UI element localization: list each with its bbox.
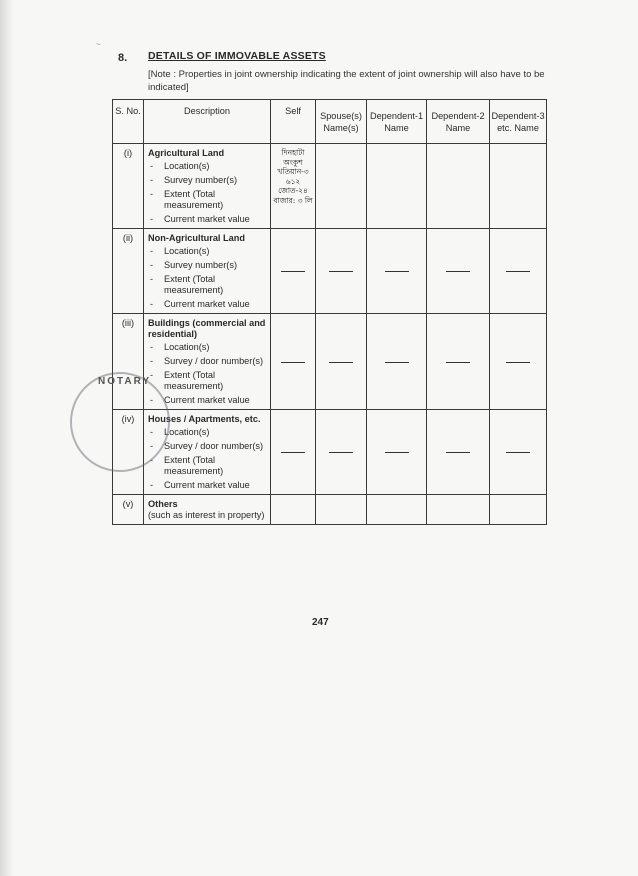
dash-mark	[446, 271, 470, 272]
dash-mark	[446, 452, 470, 453]
section-title: DETAILS OF IMMOVABLE ASSETS	[148, 50, 326, 62]
dash-mark	[329, 271, 353, 272]
dash-mark	[329, 362, 353, 363]
dependent-2-cell	[427, 495, 490, 525]
dependent-2-cell	[427, 229, 490, 314]
dash-mark	[506, 362, 530, 363]
table-row	[113, 314, 547, 410]
scan-edge-shadow	[0, 0, 14, 876]
spouse-cell	[316, 495, 367, 525]
spouse-cell	[316, 229, 367, 314]
row-description	[144, 495, 271, 525]
dash-mark	[385, 452, 409, 453]
table-row	[113, 144, 547, 229]
spouse-cell	[316, 144, 367, 229]
row-category: Houses / Apartments, etc.	[148, 414, 261, 424]
immovable-assets-table	[112, 99, 547, 525]
row-sno: (iv)	[113, 410, 144, 495]
self-cell	[271, 410, 316, 495]
list-item: - Survey / door number(s)	[148, 356, 268, 367]
dependent-3-cell	[490, 410, 547, 495]
row-subtext: (such as interest in property)	[148, 510, 265, 520]
list-item: - Location(s)	[148, 246, 268, 257]
list-item: - Location(s)	[148, 342, 268, 353]
section-number: 8.	[118, 52, 128, 64]
dependent-2-cell	[427, 410, 490, 495]
dependent-1-cell	[367, 229, 427, 314]
list-item: - Survey number(s)	[148, 260, 268, 271]
notary-stamp	[70, 372, 170, 472]
header-dependent-1: Dependent-1 Name	[367, 100, 427, 144]
dependent-1-cell	[367, 495, 427, 525]
dependent-1-cell	[367, 314, 427, 410]
table-row	[113, 495, 547, 525]
header-sno: S. No.	[113, 100, 144, 144]
list-item: - Extent (Total measurement)	[148, 274, 268, 296]
row-sno: (v)	[113, 495, 144, 525]
dash-mark	[506, 452, 530, 453]
header-dependent-2: Dependent-2 Name	[427, 100, 490, 144]
spouse-cell	[316, 410, 367, 495]
dependent-1-cell	[367, 144, 427, 229]
dependent-1-cell	[367, 410, 427, 495]
list-item: - Extent (Total measurement)	[148, 455, 268, 477]
list-item: - Survey number(s)	[148, 175, 268, 186]
page-number: 247	[312, 617, 329, 628]
table-row	[113, 229, 547, 314]
row-description	[144, 229, 271, 314]
dash-mark	[281, 452, 305, 453]
row-category: Buildings (commercial and residential)	[148, 318, 266, 339]
section-note: [Note : Properties in joint ownership indicating the extent of joint ownership will also have to be indicated]	[148, 69, 545, 93]
dash-mark	[281, 362, 305, 363]
scan-mark: ~	[96, 40, 101, 49]
list-item: - Current market value	[148, 395, 268, 406]
list-item: - Current market value	[148, 299, 268, 310]
dependent-3-cell	[490, 229, 547, 314]
row-sno: (ii)	[113, 229, 144, 314]
dependent-3-cell	[490, 314, 547, 410]
row-sno: (i)	[113, 144, 144, 229]
handwritten-self-note: দিনহাটা অংকুশ খতিয়ান-৩ ৬১২ জোত-২৪ বাজার: ৩ লি	[273, 148, 313, 205]
row-category: Agricultural Land	[148, 148, 225, 158]
self-cell	[271, 229, 316, 314]
header-description: Description	[144, 100, 271, 144]
header-spouse: Spouse(s) Name(s)	[316, 100, 367, 144]
list-item: - Location(s)	[148, 427, 268, 438]
list-item: - Current market value	[148, 214, 268, 225]
spouse-cell	[316, 314, 367, 410]
dependent-2-cell	[427, 314, 490, 410]
dash-mark	[385, 271, 409, 272]
dependent-3-cell	[490, 495, 547, 525]
list-item: - Location(s)	[148, 161, 268, 172]
list-item: - Survey / door number(s)	[148, 441, 268, 452]
list-item: - Extent (Total measurement)	[148, 370, 268, 392]
dash-mark	[446, 362, 470, 363]
row-category: Non-Agricultural Land	[148, 233, 245, 243]
dash-mark	[329, 452, 353, 453]
self-cell	[271, 144, 316, 229]
row-description	[144, 144, 271, 229]
dependent-3-cell	[490, 144, 547, 229]
table-header-row	[113, 100, 547, 144]
dash-mark	[385, 362, 409, 363]
notary-stamp-text: NOTARY	[98, 376, 152, 387]
dash-mark	[281, 271, 305, 272]
dependent-2-cell	[427, 144, 490, 229]
dash-mark	[506, 271, 530, 272]
header-dependent-3: Dependent-3 etc. Name	[490, 100, 547, 144]
table-row	[113, 410, 547, 495]
row-category: Others	[148, 499, 178, 509]
self-cell	[271, 495, 316, 525]
list-item: - Current market value	[148, 480, 268, 491]
list-item: - Extent (Total measurement)	[148, 189, 268, 211]
row-sno: (iii)	[113, 314, 144, 410]
self-cell	[271, 314, 316, 410]
header-self: Self	[271, 100, 316, 144]
